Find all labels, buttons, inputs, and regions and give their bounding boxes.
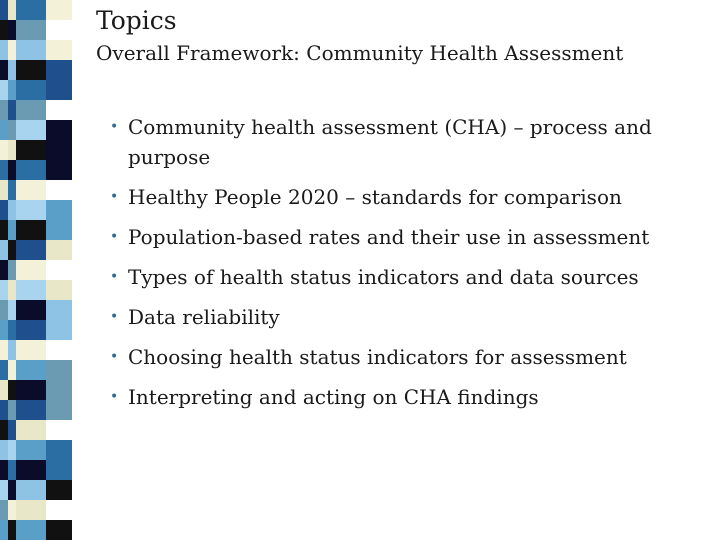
stripe-tile: [8, 340, 16, 360]
list-item: [110, 382, 700, 412]
stripe-tile: [16, 100, 46, 120]
stripe-tile: [46, 200, 72, 220]
stripe-tile: [16, 160, 46, 180]
stripe-tile: [16, 260, 46, 280]
stripe-tile: [46, 120, 72, 140]
stripe-row: [0, 40, 72, 60]
stripe-tile: [8, 520, 16, 540]
stripe-tile: [0, 320, 8, 340]
slide-title: Topics: [96, 6, 177, 35]
stripe-tile: [8, 0, 16, 20]
stripe-row: [0, 100, 72, 120]
stripe-tile: [8, 480, 16, 500]
stripe-tile: [0, 460, 8, 480]
stripe-tile: [0, 60, 8, 80]
stripe-row: [0, 0, 72, 20]
bullet-icon: •: [110, 309, 119, 325]
stripe-tile: [8, 320, 16, 340]
list-item: [110, 342, 700, 372]
list-item: [110, 302, 700, 332]
bullet-icon: •: [110, 229, 119, 245]
stripe-tile: [46, 220, 72, 240]
stripe-tile: [8, 60, 16, 80]
stripe-tile: [0, 40, 8, 60]
stripe-tile: [16, 480, 46, 500]
stripe-tile: [46, 340, 72, 360]
stripe-tile: [0, 340, 8, 360]
stripe-tile: [8, 360, 16, 380]
stripe-tile: [0, 20, 8, 40]
stripe-tile: [16, 460, 46, 480]
stripe-row: [0, 220, 72, 240]
decorative-stripe-bar: [0, 0, 72, 540]
stripe-tile: [46, 40, 72, 60]
stripe-tile: [0, 120, 8, 140]
stripe-tile: [0, 280, 8, 300]
stripe-row: [0, 420, 72, 440]
stripe-row: [0, 240, 72, 260]
stripe-row: [0, 340, 72, 360]
list-item: [110, 262, 700, 292]
stripe-row: [0, 160, 72, 180]
stripe-tile: [16, 60, 46, 80]
stripe-tile: [8, 160, 16, 180]
stripe-tile: [46, 480, 72, 500]
stripe-tile: [16, 280, 46, 300]
stripe-tile: [0, 360, 8, 380]
stripe-tile: [0, 240, 8, 260]
stripe-tile: [46, 320, 72, 340]
stripe-tile: [46, 520, 72, 540]
stripe-row: [0, 20, 72, 40]
stripe-tile: [16, 240, 46, 260]
slide-subtitle: Overall Framework: Community Health Assessment: [96, 41, 624, 65]
list-item-text: Population-based rates and their use in assessment: [128, 225, 650, 249]
stripe-tile: [0, 440, 8, 460]
stripe-tile: [46, 60, 72, 80]
stripe-tile: [0, 300, 8, 320]
stripe-tile: [16, 360, 46, 380]
stripe-row: [0, 300, 72, 320]
stripe-tile: [46, 440, 72, 460]
stripe-tile: [16, 220, 46, 240]
stripe-tile: [8, 380, 16, 400]
list-item-text: Interpreting and acting on CHA findings: [128, 385, 539, 409]
stripe-tile: [8, 100, 16, 120]
stripe-tile: [16, 500, 46, 520]
stripe-tile: [8, 140, 16, 160]
stripe-row: [0, 480, 72, 500]
stripe-tile: [46, 280, 72, 300]
stripe-tile: [0, 140, 8, 160]
stripe-tile: [8, 80, 16, 100]
stripe-tile: [46, 180, 72, 200]
stripe-tile: [0, 480, 8, 500]
stripe-tile: [8, 400, 16, 420]
stripe-tile: [16, 520, 46, 540]
stripe-tile: [8, 460, 16, 480]
stripe-row: [0, 80, 72, 100]
stripe-tile: [46, 460, 72, 480]
list-item: [110, 182, 700, 212]
stripe-tile: [46, 80, 72, 100]
list-item-text: Community health assessment (CHA) – process and purpose: [128, 115, 652, 169]
stripe-tile: [8, 300, 16, 320]
stripe-tile: [46, 380, 72, 400]
stripe-row: [0, 380, 72, 400]
stripe-tile: [16, 300, 46, 320]
stripe-tile: [8, 260, 16, 280]
stripe-tile: [16, 380, 46, 400]
stripe-tile: [16, 120, 46, 140]
stripe-tile: [8, 280, 16, 300]
stripe-tile: [8, 180, 16, 200]
stripe-tile: [46, 260, 72, 280]
list-item-text: Healthy People 2020 – standards for comparison: [128, 185, 622, 209]
stripe-tile: [16, 340, 46, 360]
list-item-text: Types of health status indicators and data sources: [128, 265, 639, 289]
topics-list: [110, 112, 700, 422]
stripe-tile: [46, 300, 72, 320]
bullet-icon: •: [110, 189, 119, 205]
stripe-row: [0, 440, 72, 460]
stripe-tile: [46, 100, 72, 120]
stripe-tile: [16, 200, 46, 220]
stripe-tile: [0, 420, 8, 440]
stripe-tile: [8, 20, 16, 40]
list-item: [110, 222, 700, 252]
stripe-tile: [0, 200, 8, 220]
stripe-tile: [8, 500, 16, 520]
stripe-row: [0, 320, 72, 340]
stripe-tile: [8, 200, 16, 220]
stripe-row: [0, 360, 72, 380]
list-item-text: Data reliability: [128, 305, 280, 329]
bullet-icon: •: [110, 389, 119, 405]
stripe-tile: [0, 500, 8, 520]
stripe-tile: [0, 0, 8, 20]
stripe-tile: [46, 140, 72, 160]
stripe-tile: [46, 160, 72, 180]
stripe-row: [0, 500, 72, 520]
stripe-tile: [8, 120, 16, 140]
stripe-tile: [46, 420, 72, 440]
stripe-row: [0, 280, 72, 300]
stripe-tile: [16, 0, 46, 20]
stripe-tile: [8, 440, 16, 460]
stripe-row: [0, 120, 72, 140]
stripe-row: [0, 180, 72, 200]
stripe-row: [0, 140, 72, 160]
stripe-tile: [0, 520, 8, 540]
stripe-row: [0, 200, 72, 220]
stripe-tile: [0, 100, 8, 120]
stripe-row: [0, 60, 72, 80]
stripe-tile: [46, 20, 72, 40]
stripe-tile: [16, 40, 46, 60]
stripe-tile: [8, 220, 16, 240]
stripe-tile: [16, 320, 46, 340]
stripe-tile: [0, 220, 8, 240]
stripe-row: [0, 400, 72, 420]
stripe-tile: [8, 240, 16, 260]
stripe-tile: [46, 0, 72, 20]
stripe-tile: [46, 500, 72, 520]
list-item: [110, 112, 700, 172]
stripe-tile: [0, 260, 8, 280]
stripe-tile: [16, 400, 46, 420]
stripe-tile: [16, 420, 46, 440]
stripe-row: [0, 460, 72, 480]
bullet-icon: •: [110, 349, 119, 365]
stripe-tile: [16, 80, 46, 100]
stripe-tile: [16, 20, 46, 40]
stripe-tile: [0, 80, 8, 100]
list-item-text: Choosing health status indicators for assessment: [128, 345, 627, 369]
stripe-tile: [8, 420, 16, 440]
stripe-tile: [16, 180, 46, 200]
stripe-tile: [16, 440, 46, 460]
stripe-row: [0, 520, 72, 540]
bullet-icon: •: [110, 119, 119, 135]
stripe-tile: [0, 160, 8, 180]
stripe-tile: [16, 140, 46, 160]
stripe-tile: [0, 400, 8, 420]
bullet-icon: •: [110, 269, 119, 285]
stripe-tile: [8, 40, 16, 60]
stripe-tile: [0, 380, 8, 400]
stripe-row: [0, 260, 72, 280]
stripe-tile: [46, 400, 72, 420]
stripe-tile: [46, 360, 72, 380]
stripe-tile: [46, 240, 72, 260]
stripe-tile: [0, 180, 8, 200]
